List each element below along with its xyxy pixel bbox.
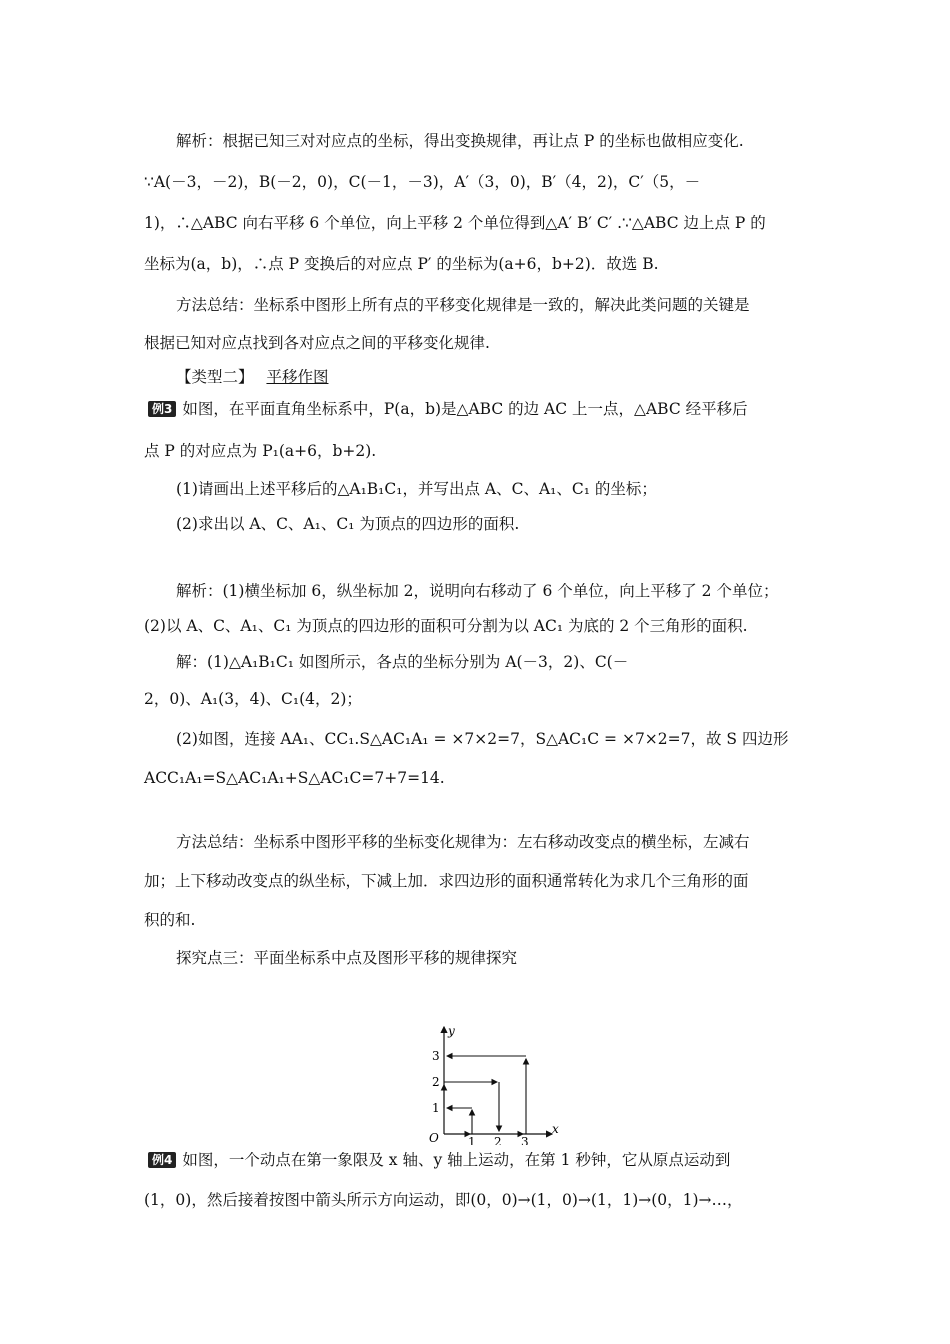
type-bracket: 【类型二】 [176,368,254,386]
type-title: 平移作图 [266,368,329,386]
coordinate-figure [420,1025,560,1145]
example-3-line [148,399,748,419]
explore-point-heading: 探究点三：平面坐标系中点及图形平移的规律探究 [176,949,518,967]
conclusion-line: 坐标为(a，b)，∴点 P 变换后的对应点 P′ 的坐标为(a+6，b+2)．故选 B. [144,255,659,273]
solution-2: 2，0)、A₁(3，4)、C₁(4，2)； [144,690,362,708]
question-1: (1)请画出上述平移后的△A₁B₁C₁，并写出点 A、C、A₁、C₁ 的坐标； [176,480,657,498]
method-summary-cont: 根据已知对应点找到各对应点之间的平移变化规律. [144,334,490,352]
y-axis-label: y [448,1025,455,1038]
example-4-line [148,1150,730,1170]
example-3-line-2: 点 P 的对应点为 P₁(a+6，b+2). [144,442,377,460]
analysis-paragraph: 解析：根据已知三对对应点的坐标，得出变换规律，再让点 P 的坐标也做相应变化. [176,132,744,150]
example-4-badge: 例4 [148,1152,176,1168]
y-tick-1: 1 [432,1101,440,1115]
type-heading [176,367,328,387]
solution-4: ACC₁A₁=S△AC₁A₁+S△AC₁C=7+7=14. [144,769,445,787]
method-summary: 方法总结：坐标系中图形上所有点的平移变化规律是一致的，解决此类问题的关键是 [176,296,750,314]
analysis-2: (2)以 A、C、A₁、C₁ 为顶点的四边形的面积可分割为以 AC₁ 为底的 2 个三角形的面积. [144,617,748,635]
motion-path [444,1056,526,1134]
example-4-line-2: (1，0)，然后接着按图中箭头所示方向运动，即(0，0)→(1，0)→(1，1)→(0，1)→…， [144,1191,743,1209]
example-3-badge: 例3 [148,401,176,417]
question-2: (2)求出以 A、C、A₁、C₁ 为顶点的四边形的面积. [176,515,520,533]
y-tick-2: 2 [432,1075,440,1089]
x-tick-3: 3 [521,1135,529,1145]
y-tick-3: 3 [432,1049,440,1063]
x-axis-label: x [552,1122,559,1136]
coordinates-line: ∵A(－3，－2)，B(－2，0)，C(－1，－3)，A′（3，0)，B′（4，2)，C′（5，－ [144,173,701,191]
x-tick-2: 2 [494,1135,502,1145]
solution-1: 解：(1)△A₁B₁C₁ 如图所示，各点的坐标分别为 A(－3，2)、C(－ [176,653,629,671]
example-3-text: 如图，在平面直角坐标系中，P(a，b)是△ABC 的边 AC 上一点，△ABC 经平移后 [182,400,748,418]
analysis-1: 解析：(1)横坐标加 6，纵坐标加 2，说明向右移动了 6 个单位，向上平移了 2 个单位； [176,582,779,600]
method-summary-2-cont: 加；上下移动改变点的纵坐标，下减上加．求四边形的面积通常转化为求几个三角形的面 [144,872,749,890]
method-summary-2-end: 积的和. [144,911,196,929]
method-summary-2: 方法总结：坐标系中图形平移的坐标变化规律为：左右移动改变点的横坐标，左减右 [176,833,750,851]
example-4-text: 如图，一个动点在第一象限及 x 轴、y 轴上运动，在第 1 秒钟，它从原点运动到 [182,1151,731,1169]
x-tick-1: 1 [468,1135,476,1145]
solution-3: (2)如图，连接 AA₁、CC₁.S△AC₁A₁ = ×7×2=7，S△AC₁C = ×7×2=7，故 S 四边形 [176,730,789,748]
origin-label: O [429,1131,439,1145]
translation-line: 1)，∴△ABC 向右平移 6 个单位，向上平移 2 个单位得到△A′ B′ C′ .∵△ABC 边上点 P 的 [144,214,766,232]
